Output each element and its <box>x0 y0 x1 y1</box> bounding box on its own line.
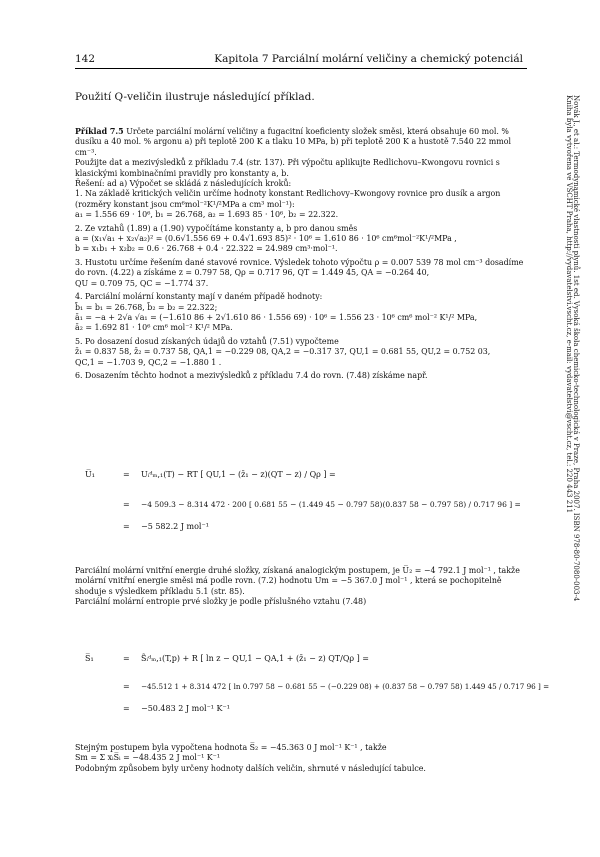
eq1-lhs: U̅₁ <box>85 470 95 479</box>
tail-line-3: Podobným způsobem byly určeny hodnoty dalších veličin, shrnuté v následující tabulce. <box>75 763 426 773</box>
eq1-row1: Uᵢᵈₘ,₁(T) − RT [ QU,1 − (z̄₁ − z)(QT − z) / Qρ ] = <box>141 470 336 479</box>
equation-internal-energy <box>85 466 525 536</box>
example-note: Použijte dat a mezivýsledků z příkladu 7.4 (str. 137). Při výpočtu aplikujte Redlichovu–Kwongovu rovnici s klasickými kombinačními pravidly pro konstanty a, b. <box>75 158 500 178</box>
citation-line-2: Kniha byla vytvořena ve VŠCHT Praha, http://vydavatelstvi.vscht.cz, e-mail: vydavatelstvi@vscht.cz, tel.: 220 443 211 <box>565 95 573 514</box>
step-2: 2. Ze vztahů (1.89) a (1.90) vypočítáme konstanty a, b pro danou směs <box>75 223 358 233</box>
step-2-b: b = x₁b₁ + x₂b₂ = 0.6 · 26.768 + 0.4 · 22.322 = 24.989 cm³·mol⁻¹. <box>75 244 338 254</box>
eq1-equals-2: = <box>123 500 130 509</box>
step-1-values: a₁ = 1.556 69 · 10⁶, b₁ = 26.768, a₂ = 1.693 85 · 10⁶, b₂ = 22.322. <box>75 210 339 220</box>
equation-entropy <box>85 650 550 720</box>
chapter-title: Kapitola 7 Parciální molární veličiny a chemický potenciál <box>214 53 523 65</box>
step-3-values: QU = 0.709 75, QC = −1.774 37. <box>75 278 209 288</box>
eq2-equals-2: = <box>123 682 130 691</box>
example-block <box>75 127 527 381</box>
eq2-equals: = <box>123 654 130 663</box>
citation-line-1: Novák J., et al.: Termodynamické vlastnosti plynů. 1st ed. Vysoká škola chemicko-technologická v Praze, Praha 2007. ISBN 978-80-7080-003-4 <box>572 95 580 602</box>
citation-sidebar <box>565 95 580 602</box>
eq1-row3: −5 582.2 J mol⁻¹ <box>141 522 209 531</box>
mid-block <box>75 566 527 608</box>
tail-block <box>75 743 527 774</box>
example-title: Příklad 7.5 <box>75 127 124 136</box>
tail-line-1: Stejným postupem byla vypočtena hodnota S̅₂ = −45.363 0 J mol⁻¹ K⁻¹ , takže <box>75 743 387 752</box>
eq2-row1: S̃ᵢᵈₘ,₁(T,p) + R [ ln z − QU,1 − QA,1 + (z̄₁ − z) QT/Qρ ] = <box>141 654 370 663</box>
example-statement <box>75 127 527 158</box>
mid-paragraph-2: Parciální molární entropie prvé složky je podle příslušného vztahu (7.48) <box>75 597 367 607</box>
step-4-a2: ā₂ = 1.692 81 · 10⁶ cm⁶ mol⁻² K¹/² MPa. <box>75 323 233 333</box>
solution-heading: Řešení: ad a) Výpočet se skládá z následujících kroků: <box>75 179 292 189</box>
eq2-equals-3: = <box>123 704 130 713</box>
step-4: 4. Parciální molární konstanty mají v daném případě hodnoty: <box>75 292 323 302</box>
step-4-a1: ā₁ = −a + 2√a √a₁ = (−1.610 86 + 2√1.610 86 · 1.556 69) · 10⁶ = 1.556 23 · 10⁶ cm⁶ mol⁻² K¹/² MPa, <box>75 312 478 322</box>
eq1-row2: −4 509.3 − 8.314 472 · 200 [ 0.681 55 − (1.449 45 − 0.797 58)(0.837 58 − 0.797 58) / 0.717 96 ] = <box>141 500 521 509</box>
step-3: 3. Hustotu určíme řešením dané stavové rovnice. Výsledek tohoto výpočtu ρ = 0.007 539 78 mol cm⁻³ dosadíme do rovn. (4.22) a získáme z = 0.797 58, Qρ = 0.717 96, QT = 1.449 45, QA = −0.264 40, <box>75 257 524 278</box>
example-statement-text: Určete parciální molární veličiny a fugacitní koeficienty složek směsi, která obsahuje 60 mol. % dusíku a 40 mol. % argonu a) při teplotě 200 K a tlaku 10 MPa, b) při teplotě 200 K a hustotě 7.540 22 mmol cm⁻³. <box>75 127 512 157</box>
eq2-lhs: S̅₁ <box>85 654 94 663</box>
intro-sentence: Použití Q-veličin ilustruje následující příklad. <box>75 91 315 103</box>
eq2-row2: −45.512 1 + 8.314 472 [ ln 0.797 58 − 0.681 55 − (−0.229 08) + (0.837 58 − 0.797 58) 1.449 45 / 0.717 96 ] = <box>141 682 550 691</box>
step-4-b: b̄₁ = b₁ = 26.768, b̄₂ = b₂ = 22.322; <box>75 302 218 312</box>
page-number: 142 <box>75 53 96 65</box>
step-5: 5. Po dosazení dosud získaných údajů do vztahů (7.51) vypočteme <box>75 336 339 346</box>
eq2-row3: −50.483 2 J mol⁻¹ K⁻¹ <box>141 704 230 713</box>
tail-line-2: Sm = Σ xᵢS̅ᵢ = −48.435 2 J mol⁻¹ K⁻¹ <box>75 753 221 763</box>
step-2-a: a = (x₁√a₁ + x₂√a₂)² = (0.6√1.556 69 + 0.4√1.693 85)² · 10⁶ = 1.610 86 · 10⁶ cm⁶mol⁻²K¹/²MPa , <box>75 234 457 244</box>
eq1-equals: = <box>123 470 130 479</box>
eq1-equals-3: = <box>123 522 130 531</box>
mid-paragraph-1: Parciální molární vnitřní energie druhé složky, získaná analogickým postupem, je U̅₂ = −4 792.1 J mol⁻¹ , takže molární vnitřní energie směsi má podle rovn. (7.2) hodnotu Um = −5 367.0 J mol⁻¹ , která se pochopitelně shoduje s výsledkem příkladu 5.1 (str. 85). <box>75 566 520 596</box>
step-5-values-b: QC,1 = −1.703 9, QC,2 = −1.880 1 . <box>75 357 222 367</box>
header-rule <box>75 68 527 69</box>
step-6: 6. Dosazením těchto hodnot a mezivýsledků z příkladu 7.4 do rovn. (7.48) získáme např. <box>75 370 428 380</box>
step-5-values-a: z̄₁ = 0.837 58, z̄₂ = 0.737 58, QA,1 = −0.229 08, QA,2 = −0.317 37, QU,1 = 0.681 55, QU,2 = 0.752 03, <box>75 347 491 357</box>
step-1: 1. Na základě kritických veličin určíme hodnoty konstant Redlichovy–Kwongovy rovnice pro dusík a argon (rozměry konstant jsou cm⁶mol⁻²K¹/²MPa a cm³ mol⁻¹): <box>75 189 501 209</box>
